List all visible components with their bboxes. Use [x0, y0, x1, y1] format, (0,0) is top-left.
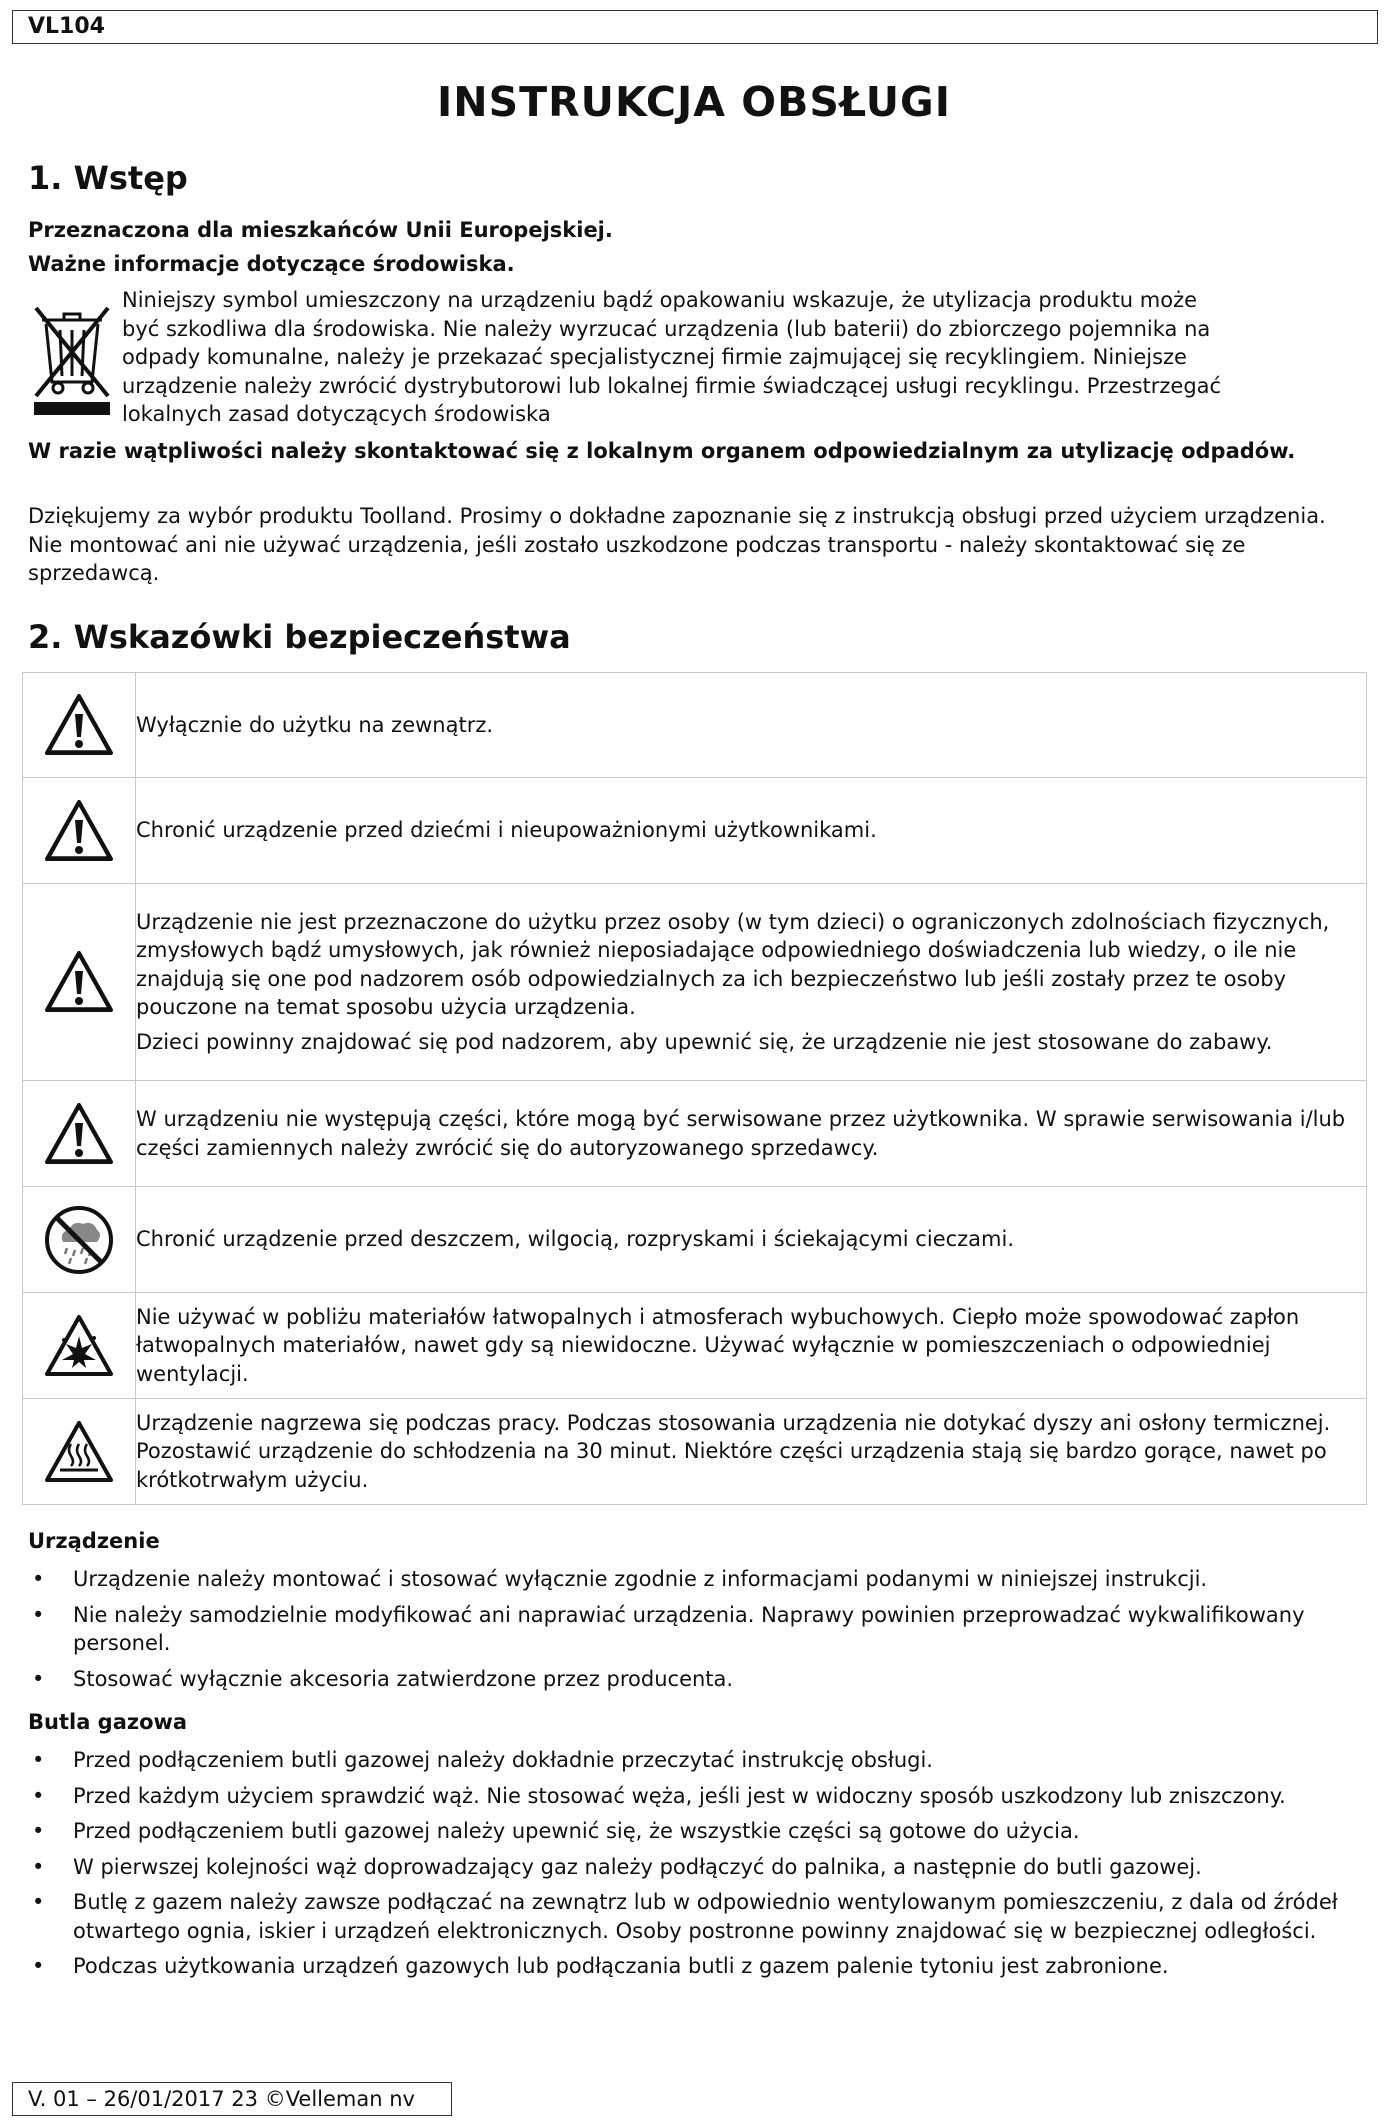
safety-text: Chronić urządzenie przed deszczem, wilgocią, rozpryskami i ściekającymi cieczami.: [136, 1227, 1015, 1252]
device-heading: Urządzenie: [28, 1529, 160, 1553]
safety-text: Wyłącznie do użytku na zewnątrz.: [136, 712, 494, 737]
weee-line: urządzenie należy zwrócić dystrybutorowi lub lokalnej firmie świadczącej usługi recyklingu. Przestrzegać: [122, 373, 1222, 398]
icon-cell: [23, 1399, 136, 1505]
hot-surface-icon: [44, 1420, 114, 1484]
text-cell: [136, 1081, 1367, 1187]
text-cell: [136, 1399, 1367, 1505]
list-item: • Podczas użytkowania urządzeń gazowych lub podłączania butli z gazem palenie tytoniu jest zabronione.: [28, 1952, 1373, 1981]
safety-row: [23, 673, 1367, 778]
environment-heading: Ważne informacje dotyczące środowiska.: [28, 252, 515, 276]
weee-notice: [122, 286, 1367, 429]
warning-icon: [44, 950, 114, 1014]
safety-row: [23, 1081, 1367, 1187]
list-item: • W pierwszej kolejności wąż doprowadzający gaz należy podłączyć do palnika, a następnie do butli gazowej.: [28, 1853, 1373, 1882]
list-item: • Nie należy samodzielnie modyfikować ani naprawiać urządzenia. Naprawy powinien przeprowadzać wykwalifikowany personel.: [28, 1601, 1373, 1658]
text-cell: [136, 673, 1367, 778]
icon-cell: [23, 884, 136, 1081]
safety-row: [23, 1399, 1367, 1505]
model-number: VL104: [28, 14, 105, 39]
safety-text: Chronić urządzenie przed dziećmi i nieupoważnionymi użytkownikami.: [136, 818, 877, 843]
text-cell: [136, 884, 1367, 1081]
footer-version: V. 01 – 26/01/2017 23 ©Velleman nv: [28, 2087, 415, 2111]
text-cell: [136, 778, 1367, 884]
thanks-paragraph: Dziękujemy za wybór produktu Toolland. Prosimy o dokładne zapoznanie się z instrukcją obsługi przed użyciem urządzenia. Nie montować ani nie używać urządzenia, jeśli zostało uszkodzone podczas transportu - należy skontaktować się ze sprzedawcą.: [28, 504, 1326, 585]
icon-cell: [23, 1187, 136, 1293]
list-item: • Stosować wyłącznie akcesoria zatwierdzone przez producenta.: [28, 1665, 1373, 1694]
weee-line: lokalnych zasad dotyczących środowiska: [122, 402, 551, 426]
weee-line: odpady komunalne, należy je przekazać specjalistycznej firmie zajmującej się recyklingiem. Niniejsze: [122, 345, 1187, 369]
audience-note: Przeznaczona dla mieszkańców Unii Europejskiej.: [28, 218, 613, 242]
safety-row: [23, 778, 1367, 884]
safety-text: Urządzenie nagrzewa się podczas pracy. Podczas stosowania urządzenia nie dotykać dyszy ani osłony termicznej. Pozostawić urządzenie do schłodzenia na 30 minut. Niektóre części urządzenia stają się bardzo gorące, nawet po krótkotrwałym użyciu.: [136, 1410, 1331, 1492]
list-item: • Butlę z gazem należy zawsze podłączać na zewnątrz lub w odpowiednio wentylowanym pomieszczeniu, z dala od źródeł otwartego ognia, iskier i urządzeń elektronicznych. Osoby postronne powinny znajdować się w bezpiecznej odległości.: [28, 1888, 1373, 1945]
section-1-heading: 1. Wstęp: [28, 159, 188, 197]
list-item: • Urządzenie należy montować i stosować wyłącznie zgodnie z informacjami podanymi w niniejszej instrukcji.: [28, 1565, 1373, 1594]
list-item: • Przed podłączeniem butli gazowej należy dokładnie przeczytać instrukcję obsługi.: [28, 1746, 1373, 1775]
weee-line: Niniejszy symbol umieszczony na urządzeniu bądź opakowaniu wskazuje, że utylizacja produktu może: [122, 288, 1198, 312]
list-item: • Przed podłączeniem butli gazowej należy upewnić się, że wszystkie części są gotowe do użycia.: [28, 1817, 1373, 1846]
safety-text: W urządzeniu nie występują części, które mogą być serwisowane przez użytkownika. W sprawie serwisowania i/lub części zamiennych należy zwrócić się do autoryzowanego sprzedawcy.: [136, 1107, 1346, 1160]
gas-cylinder-heading: Butla gazowa: [28, 1710, 188, 1734]
icon-cell: [23, 1293, 136, 1399]
icon-cell: [23, 1081, 136, 1187]
explosive-icon: [44, 1314, 114, 1378]
crossed-bin-icon: [28, 290, 116, 416]
safety-row: [23, 1187, 1367, 1293]
safety-row: [23, 884, 1367, 1081]
no-rain-icon: [43, 1204, 115, 1276]
warning-icon: [44, 1102, 114, 1166]
section-2-heading: 2. Wskazówki bezpieczeństwa: [28, 618, 571, 656]
gas-cylinder-list: [28, 1746, 1373, 1988]
device-list: [28, 1565, 1373, 1700]
safety-table: [22, 672, 1367, 1505]
warning-icon: [44, 693, 114, 757]
safety-text: Dzieci powinny znajdować się pod nadzorem, aby upewnić się, że urządzenie nie jest stosowane do zabawy.: [136, 1029, 1273, 1054]
safety-text: Nie używać w pobliżu materiałów łatwopalnych i atmosferach wybuchowych. Ciepło może spowodować zapłon łatwopalnych materiałów, nawet gdy są niewidoczne. Używać wyłącznie w pomieszczeniach o odpowiedniej wentylacji.: [136, 1304, 1300, 1386]
list-item: • Przed każdym użyciem sprawdzić wąż. Nie stosować węża, jeśli jest w widoczny sposób uszkodzony lub zniszczony.: [28, 1782, 1373, 1811]
weee-line: być szkodliwa dla środowiska. Nie należy wyrzucać urządzenia (lub baterii) do zbiorczego pojemnika na: [122, 316, 1211, 341]
text-cell: [136, 1293, 1367, 1399]
safety-text: Urządzenie nie jest przeznaczone do użytku przez osoby (w tym dzieci) o ograniczonych zdolnościach fizycznych, zmysłowych bądź umysłowych, jak również nieposiadające odpowiedniego doświadczenia lub wiedzy, o ile nie znajdują się one pod nadzorem osób odpowiedzialnych za ich bezpieczeństwo lub jeśli zostały przez te osoby pouczone na temat sposobu użycia urządzenia.: [136, 909, 1330, 1020]
document-title: INSTRUKCJA OBSŁUGI: [437, 78, 951, 126]
icon-cell: [23, 673, 136, 778]
header-frame: [12, 10, 1378, 44]
icon-cell: [23, 778, 136, 884]
safety-row: [23, 1293, 1367, 1399]
text-cell: [136, 1187, 1367, 1293]
disposal-contact-note: W razie wątpliwości należy skontaktować się z lokalnym organem odpowiedzialnym za utylizację odpadów.: [28, 439, 1296, 463]
warning-icon: [44, 799, 114, 863]
